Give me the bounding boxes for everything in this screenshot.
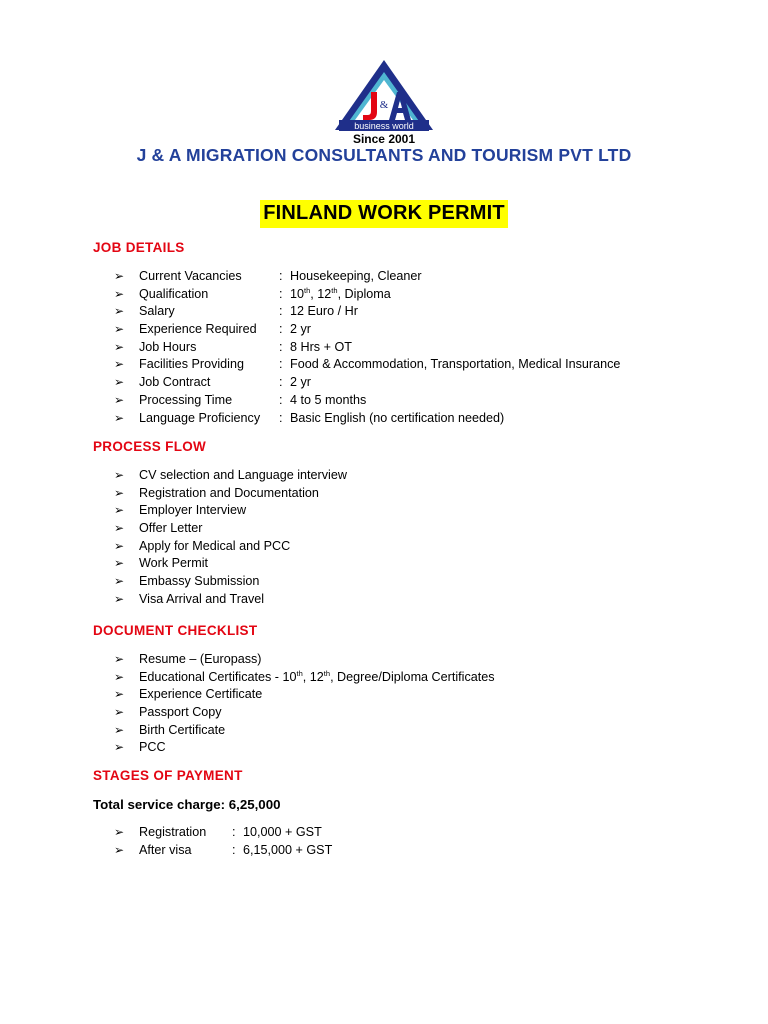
bullet-arrow-icon: ➢ [114, 357, 125, 372]
bullet-arrow-icon: ➢ [114, 652, 125, 666]
process-step [114, 573, 347, 591]
job-detail-value: 8 Hrs + OT [290, 339, 352, 354]
bullet-arrow-icon: ➢ [114, 722, 125, 737]
bullet-arrow-icon: ➢ [114, 375, 125, 390]
payment-row [114, 824, 332, 842]
bullet-arrow-icon: ➢ [114, 705, 125, 720]
job-detail-key: Language Proficiency [139, 410, 261, 425]
separator: : [279, 286, 283, 301]
bullet-arrow-icon: ➢ [114, 574, 125, 589]
superscript: th [296, 668, 303, 678]
j-and-a-logo-icon [335, 60, 433, 146]
job-detail-value: Food & Accommodation, Transportation, Medical Insurance [290, 357, 621, 372]
job-detail-value: 12 Euro / Hr [290, 304, 358, 319]
payment-list [114, 824, 332, 859]
checklist-item [114, 704, 495, 722]
payment-value: 10,000 + GST [243, 825, 322, 839]
process-step [114, 520, 347, 538]
job-detail-row [114, 339, 620, 357]
bullet-arrow-icon: ➢ [114, 485, 125, 500]
text-part: Educational Certificates - 10 [139, 669, 297, 684]
job-details-list [114, 268, 620, 427]
job-detail-value: 4 to 5 months [290, 392, 367, 407]
job-detail-key: Current Vacancies [139, 269, 242, 283]
bullet-arrow-icon: ➢ [114, 825, 125, 839]
bullet-arrow-icon: ➢ [114, 410, 125, 425]
process-flow-list [114, 467, 347, 609]
job-detail-row [114, 356, 620, 374]
checklist-item-label: PCC [139, 740, 166, 755]
brand-text: business world [354, 121, 414, 131]
process-step [114, 502, 347, 520]
job-detail-key: Experience Required [139, 322, 257, 337]
text-part: 10 [290, 286, 305, 301]
superscript: th [331, 285, 338, 295]
total-service-charge: Total service charge: 6,25,000 [93, 797, 281, 812]
job-detail-row [114, 286, 620, 304]
job-detail-row [114, 392, 620, 410]
bullet-arrow-icon: ➢ [114, 503, 125, 518]
job-detail-key: Salary [139, 304, 175, 319]
bullet-arrow-icon: ➢ [114, 687, 125, 702]
separator: : [279, 339, 283, 354]
payment-key: Registration [139, 825, 207, 839]
separator: : [279, 410, 283, 425]
job-detail-row [114, 410, 620, 428]
job-detail-row [114, 303, 620, 321]
process-step [114, 538, 347, 556]
checklist-item-label: Experience Certificate [139, 687, 263, 702]
text-part: , 12 [310, 286, 332, 301]
process-flow-heading: PROCESS FLOW [93, 439, 207, 454]
text-part: , 12 [302, 669, 324, 684]
job-detail-value: 2 yr [290, 322, 311, 337]
job-detail-row [114, 374, 620, 392]
payment-value: 6,15,000 + GST [243, 842, 333, 857]
bullet-arrow-icon: ➢ [114, 556, 125, 571]
superscript: th [304, 285, 311, 295]
process-step [114, 591, 347, 609]
job-details-heading: JOB DETAILS [93, 240, 185, 255]
company-logo [333, 58, 435, 146]
checklist-item-label: Birth Certificate [139, 722, 226, 737]
job-detail-key: Processing Time [139, 392, 233, 407]
process-step-label: Embassy Submission [139, 574, 260, 589]
bullet-arrow-icon: ➢ [114, 669, 125, 684]
bullet-arrow-icon: ➢ [114, 322, 125, 337]
bullet-arrow-icon: ➢ [114, 591, 125, 606]
bullet-arrow-icon: ➢ [114, 538, 125, 553]
job-detail-key: Qualification [139, 286, 209, 301]
separator: : [279, 392, 283, 407]
process-step-label: Visa Arrival and Travel [139, 591, 265, 606]
job-detail-row [114, 268, 620, 286]
separator: : [279, 304, 283, 319]
bullet-arrow-icon: ➢ [114, 269, 125, 283]
separator: : [279, 322, 283, 337]
job-detail-value: Basic English (no certification needed) [290, 410, 505, 425]
document-checklist-heading: DOCUMENT CHECKLIST [93, 623, 258, 638]
title-wrap [0, 200, 768, 228]
checklist-item-label: Resume – (Europass) [139, 652, 262, 666]
payment-key: After visa [139, 842, 192, 857]
process-step [114, 467, 347, 485]
bullet-arrow-icon: ➢ [114, 468, 125, 482]
svg-text:&: & [379, 99, 389, 111]
job-detail-key: Job Contract [139, 375, 211, 390]
separator: : [279, 269, 283, 283]
job-detail-row [114, 321, 620, 339]
job-detail-value [290, 287, 391, 301]
process-step-label: Work Permit [139, 556, 209, 571]
bullet-arrow-icon: ➢ [114, 286, 125, 301]
bullet-arrow-icon: ➢ [114, 304, 125, 319]
separator: : [279, 375, 283, 390]
stages-of-payment-heading: STAGES OF PAYMENT [93, 768, 243, 783]
separator: : [232, 842, 236, 857]
separator: : [279, 357, 283, 372]
bullet-arrow-icon: ➢ [114, 521, 125, 536]
process-step-label: Apply for Medical and PCC [139, 538, 291, 553]
process-step-label: Employer Interview [139, 503, 247, 518]
document-checklist-list [114, 651, 495, 757]
bullet-arrow-icon: ➢ [114, 740, 125, 755]
bullet-arrow-icon: ➢ [114, 842, 125, 857]
separator: : [232, 825, 236, 839]
company-name: J & A MIGRATION CONSULTANTS AND TOURISM PVT LTD [136, 145, 632, 165]
process-step-label: CV selection and Language interview [139, 468, 347, 482]
text-part: , Diploma [337, 286, 391, 301]
checklist-item [114, 739, 495, 757]
text-part: , Degree/Diploma Certificates [330, 669, 495, 684]
process-step-label: Offer Letter [139, 521, 203, 536]
checklist-item [114, 651, 495, 669]
process-step [114, 555, 347, 573]
bullet-arrow-icon: ➢ [114, 339, 125, 354]
checklist-item [114, 669, 495, 687]
page-title: FINLAND WORK PERMIT [260, 200, 508, 228]
superscript: th [323, 668, 331, 678]
checklist-item-label [139, 670, 495, 684]
since-text: Since 2001 [352, 132, 416, 146]
job-detail-value: Housekeeping, Cleaner [290, 269, 422, 283]
job-detail-key: Job Hours [139, 339, 197, 354]
checklist-item [114, 686, 495, 704]
job-detail-key: Facilities Providing [139, 357, 244, 372]
process-step [114, 485, 347, 503]
payment-row [114, 842, 332, 860]
job-detail-value: 2 yr [290, 375, 311, 390]
bullet-arrow-icon: ➢ [114, 392, 125, 407]
checklist-item [114, 722, 495, 740]
checklist-item-label: Passport Copy [139, 705, 222, 720]
process-step-label: Registration and Documentation [139, 485, 319, 500]
